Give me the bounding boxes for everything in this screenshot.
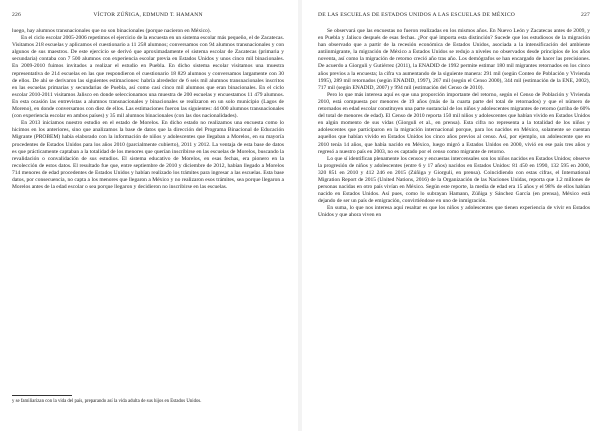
- paragraph: En 2013 iniciamos nuestro estudio en el estado de Morelos. En dicho estado no realizamos una encuesta como lo hicimos en los anteriores, sino que analizamos la base de datos que la dirección del Programa Binacional de Educación Migrante (PROBEM) había elaborado con la información de niños y adolescentes que llegaban a Morelos, en su mayoría procedentes de Estados Unidos para los años 2010 (parcialmente cubierto), 2011 y 2012. La ventaja de esta base de datos es que prácticamente captaban a la totalidad de los menores que querían inscribirse en las escuelas de Morelos, buscando la revalidación o convalidación de sus estudios. El sistema educativo de Morelos, en esas fechas, era pionero en la recolección de estos datos. El resultado fue que, entre septiembre de 2010 y diciembre de 2012, habían llegado a Morelos 714 menores de edad procedentes de Estados Unidos y habían realizado los trámites para ingresar a las escuelas. Esta base datos, por consecuencia, no capta a los menores que llegaron a México y no realizaron esos trámites, sea porque llegaron a Morelos antes de la edad escolar o sea porque llegaron y decidieron no inscribirse en las escuelas.: [12, 120, 284, 191]
- paragraph: En el ciclo escolar 2005-2006 repetimos el ejercicio de la encuesta en un sistema escolar más pequeño, el de Zacatecas. Visitamos 218 escuelas y aplicamos el cuestionario a 11 258 alumnos; conversamos con 94 alumnos transnacionales y con algunos de sus maestros. De este ejercicio se derivó que aproximadamente el sistema escolar de Zacatecas (primaria y secundaria) contaba con 7 500 alumnos con experiencia escolar previa en Estados Unidos y unos cinco mil binacionales. En 2009-2010 fuimos invitados a realizar el estudio en Puebla. En dicho sistema escolar visitamos una muestra representativa de 214 escuelas en las que respondieron el cuestionario 18 829 alumnos y conversamos largamente con 30 de ellos. De ahí se derivaron las siguientes estimaciones: habría alrededor de 6 seis mil alumnos transnacionales inscritos en las escuelas primarias y secundarias de Puebla, así como casi cinco mil alumnos que eran binacionales. En el ciclo escolar 2010-2011 visitamos Jalisco en donde seleccionamos una muestra de 200 escuelas y encuestamos 11 479 alumnos. En esta ocasión las entrevistas a alumnos transnacionales y binacionales se realizaron en un solo municipio (Lagos de Moreno), en donde conversamos con diez de ellos. Las estimaciones fueron las siguientes: 44 000 alumnos transnacionales (con experiencia escolar en ambos países) y 35 mil alumnos binacionales (con las dos nacionalidades).: [12, 35, 284, 120]
- footnote: y se familiarizan con la vida del país, preparando así la vida adulta de sus hijos en Estados Unidos.: [12, 399, 202, 404]
- right-page: [306, 0, 600, 431]
- right-body-text: [318, 28, 590, 220]
- paragraph: En suma, lo que nos interesa aquí resaltar es que los niños y adolescentes que tienen experiencia de vivir en Estados Unidos y que ahora viven en: [318, 205, 590, 219]
- left-page-number: 226: [12, 12, 21, 18]
- left-body-text: [12, 28, 284, 191]
- gutter: [298, 0, 302, 431]
- paragraph: Lo que sí identifican plenamente los censos y encuestas intercensales son los niños nacidos en Estados Unidos; observe la progresión de niños y adolescentes (entre 6 y 17 años) nacidos en Estados Unidos: 81 450 en 1990, 132 595 en 2000, 320 851 en 2010 y 412 246 en 2015 (Zúñiga y Giorguli, en prensa). Coincidiendo con estas cifras, el International Migration Report de 2015 (United Nations, 2016) de la Organización de las Naciones Unidas, reporta que 1.2 millones de personas nacidas en otro país vivían en México. Según este reporte, la media de edad era 15 años y el 98% de ellos habían nacido en Estados Unidos. Así pues, como lo subrayan Hamann, Zúñiga y Sánchez García (en prensa), México está dejando de ser un país de emigración, convirtiéndose en uno de inmigración.: [318, 155, 590, 205]
- right-running-head: DE LAS ESCUELAS DE ESTADOS UNIDOS A LAS ESCUELAS DE MÉXICO: [318, 12, 515, 18]
- paragraph: luego, hay alumnos transnacionales que no son binacionales (porque nacieron en México).: [12, 28, 212, 34]
- paragraph: Se observará que las encuestas no fueron realizadas en los mismos años. En Nuevo León y Zacatecas antes de 2009, y en Puebla y Jalisco después de esas fechas. ¿Por qué importa esta distinción? Sucede que los estudiosos de la migración han observado que a partir de la recesión económica de Estados Unidos, asociada a la intensificación del ambiente antiinmigrante, la migración de México a Estados Unidos se redujo a niveles no observados desde principios de los años noventa, así como la migración de retorno creció año tras año. Los demógrafos se han encargado de hacer las precisiones. De acuerdo a Giorguli y Gutiérrez (2011), la ENADID de 1992 permite estimar 180 mil migrantes retornados en los cinco años previos a la encuesta; la cifra va aumentando de la siguiente manera: 291 mil (según Conteo de Población y Vivienda 1995), 289 mil retornados (según ENADID, 1997), 267 mil (según el Censo 2000), 344 mil (estimación de la ENE, 2002), 717 mil (según ENADID, 2007) y 994 mil (estimación del Censo de 2010).: [318, 28, 590, 91]
- footnote-rule: [12, 395, 72, 396]
- left-page: [0, 0, 294, 431]
- left-running-head: VÍCTOR ZÚÑIGA, EDMUND T. HAMANN: [93, 12, 203, 18]
- right-page-number: 227: [581, 12, 590, 18]
- paragraph: Pero lo que más interesa aquí es que una proporción importante del retorno, según el Censo de Población y Vivienda 2010, está compuesta por menores de 19 años (más de la cuarta parte del total de retornados) y que el número de retornados en edad escolar constituyen una parte sustancial de los niños y adolescentes migrantes de retorno (arriba de 60% del total de menores de edad). El Censo de 2010 reporta 150 mil niños y adolescentes que habían vivido en Estados Unidos en algún momento de sus vidas (Giorguli et al., en prensa). Esta cifra no representa a la totalidad de los niños y adolescentes que participaron en la migración internacional porque, para los nacidos en México, solamente se cuentan aquellos que habían vivido en Estados Unidos los cinco años previos al censo. Así, por ejemplo, un adolescente que en 2010 tenía 14 años, que había nacido en México, luego migró a Estados Unidos en 2000, vivió en ese país tres años y regresó a nuestro país en 2003, no es captado por el censo como migrante de retorno.: [318, 91, 590, 155]
